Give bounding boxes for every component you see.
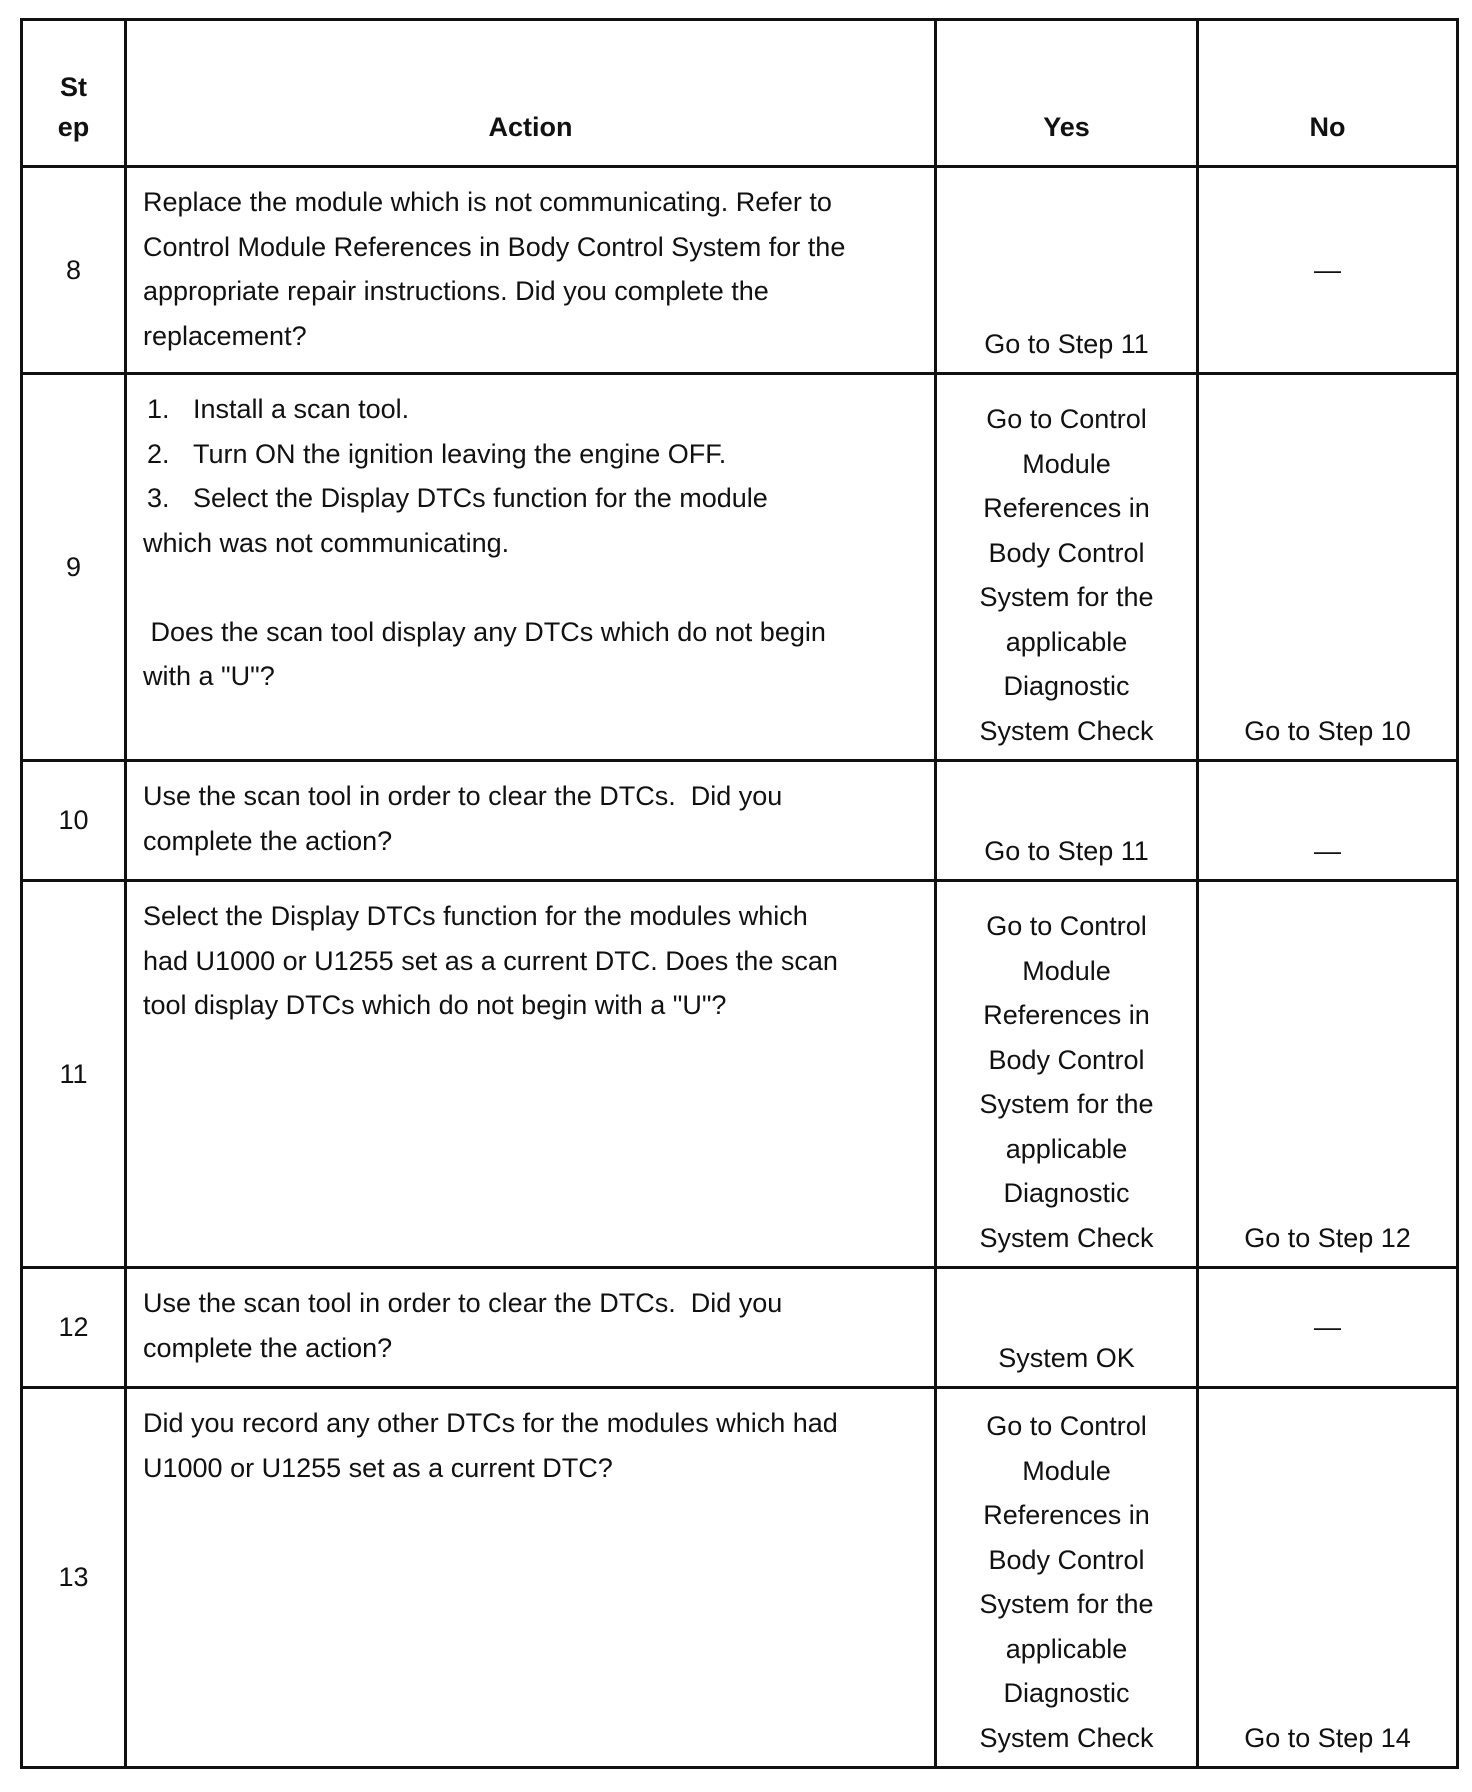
no-result: — bbox=[1198, 1268, 1458, 1388]
yes-result: Go to Step 11 bbox=[936, 761, 1198, 881]
step-number: 10 bbox=[22, 761, 126, 881]
step-number: 9 bbox=[22, 374, 126, 761]
action-question: with a "U"? bbox=[143, 661, 275, 691]
action-line: had U1000 or U1255 set as a current DTC. Does the scan bbox=[143, 945, 838, 976]
header-step-line1: St bbox=[60, 72, 87, 102]
table-row bbox=[22, 1388, 1458, 1768]
no-result: Go to Step 10 bbox=[1198, 374, 1458, 761]
header-yes: Yes bbox=[936, 20, 1198, 167]
table-row bbox=[22, 761, 1458, 881]
action-line: Use the scan tool in order to clear the DTCs. Did you bbox=[143, 1288, 783, 1318]
no-result: Go to Step 12 bbox=[1198, 881, 1458, 1268]
action-question: Does the scan tool display any DTCs which do not begin bbox=[143, 616, 826, 647]
diagnostic-table bbox=[20, 18, 1459, 1769]
action-line: U1000 or U1255 set as a current DTC? bbox=[143, 1452, 613, 1483]
step-number: 12 bbox=[22, 1268, 126, 1388]
table-row bbox=[22, 167, 1458, 374]
action-text bbox=[126, 881, 936, 1268]
action-line: tool display DTCs which do not begin with a "U"? bbox=[143, 990, 727, 1020]
yes-result: Go to Control Module References in Body Control System for the applicable Diagnostic System Check bbox=[936, 374, 1198, 761]
action-line: Control Module References in Body Control System for the bbox=[143, 231, 846, 262]
action-line: Use the scan tool in order to clear the DTCs. Did you bbox=[143, 781, 783, 811]
yes-result: System OK bbox=[936, 1268, 1198, 1388]
step-number: 11 bbox=[22, 881, 126, 1268]
list-item: 2. Turn ON the ignition leaving the engine OFF. bbox=[147, 438, 727, 469]
action-text bbox=[126, 167, 936, 374]
no-result: — bbox=[1198, 167, 1458, 374]
yes-result: Go to Control Module References in Body Control System for the applicable Diagnostic System Check bbox=[936, 881, 1198, 1268]
step-number: 13 bbox=[22, 1388, 126, 1768]
action-line: replacement? bbox=[143, 320, 307, 351]
action-line: complete the action? bbox=[143, 825, 393, 856]
action-line: complete the action? bbox=[143, 1332, 393, 1363]
action-line: Did you record any other DTCs for the modules which had bbox=[143, 1408, 838, 1438]
header-step-line2: ep bbox=[57, 112, 90, 142]
table-row bbox=[22, 374, 1458, 761]
action-line: Replace the module which is not communicating. Refer to bbox=[143, 187, 832, 217]
list-item: 1. Install a scan tool. bbox=[147, 394, 410, 424]
step-number: 8 bbox=[22, 167, 126, 374]
header-action: Action bbox=[126, 20, 936, 167]
action-line: which was not communicating. bbox=[143, 527, 510, 558]
table-row bbox=[22, 1268, 1458, 1388]
action-text bbox=[126, 1268, 936, 1388]
header-row bbox=[22, 20, 1458, 167]
action-steps-list bbox=[143, 387, 914, 521]
yes-result: Go to Control Module References in Body Control System for the applicable Diagnostic System Check bbox=[936, 1388, 1198, 1768]
table-row bbox=[22, 881, 1458, 1268]
list-item: 3. Select the Display DTCs function for the module bbox=[147, 483, 768, 513]
header-step bbox=[22, 20, 126, 167]
yes-result: Go to Step 11 bbox=[936, 167, 1198, 374]
no-result: — bbox=[1198, 761, 1458, 881]
action-line: appropriate repair instructions. Did you complete the bbox=[143, 276, 769, 306]
action-text bbox=[126, 1388, 936, 1768]
header-no: No bbox=[1198, 20, 1458, 167]
action-text bbox=[126, 761, 936, 881]
no-result: Go to Step 14 bbox=[1198, 1388, 1458, 1768]
action-text bbox=[126, 374, 936, 761]
action-line: Select the Display DTCs function for the modules which bbox=[143, 901, 808, 931]
